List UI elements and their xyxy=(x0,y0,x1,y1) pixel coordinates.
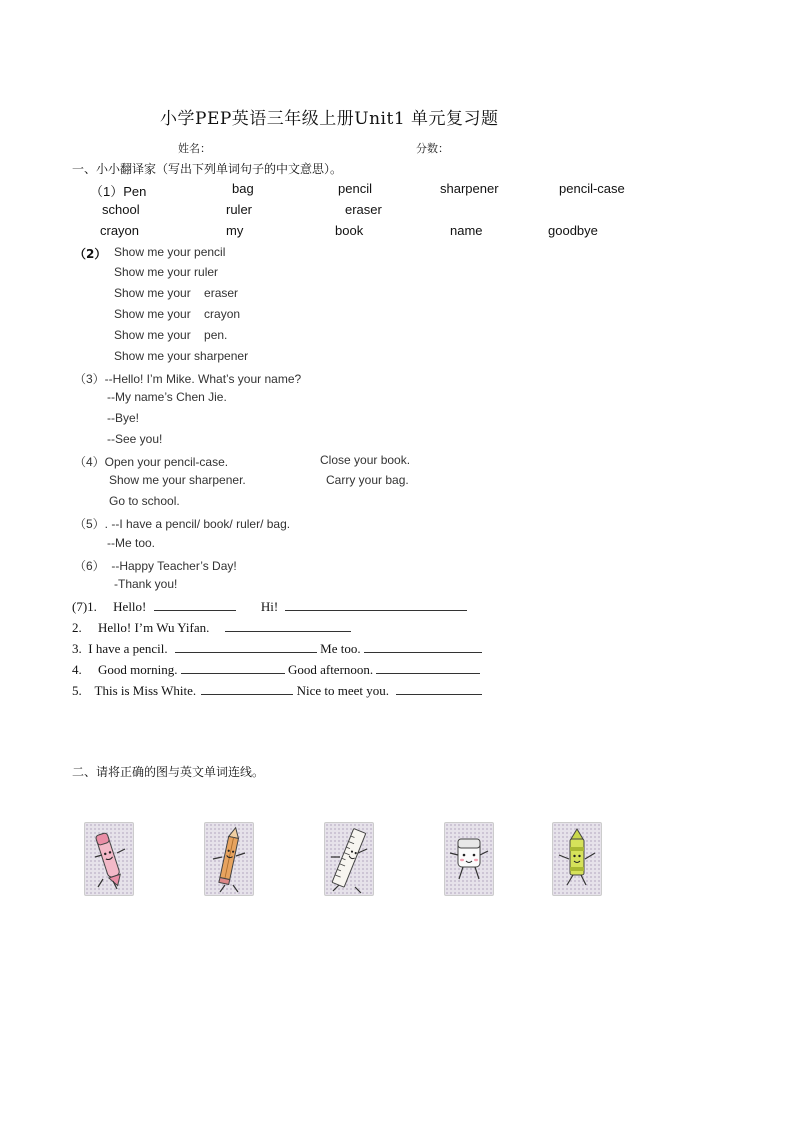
word-school: school xyxy=(102,202,140,217)
part6-line: （6） --Happy Teacher’s Day! xyxy=(74,559,237,573)
part4-line: Go to school. xyxy=(109,494,180,508)
answer-blank[interactable] xyxy=(225,620,351,632)
word-pen: （1）Pen xyxy=(90,184,147,199)
part7-line-1 xyxy=(72,599,467,615)
part7-text: Me too. xyxy=(320,641,361,656)
part5-line: --Me too. xyxy=(107,536,156,550)
part7-line-3 xyxy=(72,641,482,657)
word-pencil-case: pencil-case xyxy=(559,181,625,196)
eraser-picture[interactable] xyxy=(444,822,494,896)
crayon-character-icon xyxy=(553,823,601,895)
ruler-picture[interactable] xyxy=(324,822,374,896)
part7-text: 5. This is Miss White. xyxy=(72,683,197,698)
crayon-picture[interactable] xyxy=(552,822,602,896)
score-label: 分数： xyxy=(416,142,449,155)
answer-blank[interactable] xyxy=(376,662,480,674)
part4-line: Carry your bag. xyxy=(326,473,409,487)
word-goodbye: goodbye xyxy=(548,223,598,238)
part2-sentence: Show me your crayon xyxy=(114,307,241,321)
part2-sentence: Show me your sharpener xyxy=(114,349,249,363)
part7-text: Hi! xyxy=(260,599,279,614)
word-my: my xyxy=(226,223,244,238)
part7-text: 2. Hello! I’m Wu Yifan. xyxy=(72,620,210,635)
part7-line-4 xyxy=(72,662,480,678)
part7-text: 3. I have a pencil. xyxy=(72,641,168,656)
part5-line: （5）. --I have a pencil/ book/ ruler/ bag. xyxy=(74,517,291,531)
page-title: 小学PEP英语三年级上册Unit1 单元复习题 xyxy=(160,109,499,129)
part3-line: （3）--Hello! I’m Mike. What’s your name? xyxy=(74,372,302,386)
part3-line: --See you! xyxy=(107,432,163,446)
name-label: 姓名： xyxy=(178,142,211,155)
part4-line: （4）Open your pencil-case. xyxy=(74,455,229,469)
part2-sentence: Show me your ruler xyxy=(114,265,219,279)
part7-text: Nice to meet you. xyxy=(296,683,390,698)
part7-text: (7)1. Hello! xyxy=(72,599,147,614)
pen-picture[interactable] xyxy=(84,822,134,896)
pen-character-icon xyxy=(85,823,133,895)
answer-blank[interactable] xyxy=(285,599,467,611)
part7-line-2 xyxy=(72,620,351,636)
part6-line: -Thank you! xyxy=(114,577,178,591)
ruler-character-icon xyxy=(325,823,373,895)
part2-sentence: Show me your pencil xyxy=(114,245,226,259)
word-ruler: ruler xyxy=(226,202,253,217)
pencil-picture[interactable] xyxy=(204,822,254,896)
pencil-character-icon xyxy=(205,823,253,895)
section1-heading: 一、小小翻译家（写出下列单词句子的中文意思）。 xyxy=(72,162,343,176)
word-bag: bag xyxy=(232,181,254,196)
answer-blank[interactable] xyxy=(396,683,482,695)
word-eraser: eraser xyxy=(345,202,382,217)
part4-line: Show me your sharpener. xyxy=(109,473,246,487)
answer-blank[interactable] xyxy=(201,683,293,695)
word-sharpener: sharpener xyxy=(440,181,499,196)
answer-blank[interactable] xyxy=(175,641,317,653)
part2-sentence: Show me your pen. xyxy=(114,328,228,342)
answer-blank[interactable] xyxy=(181,662,285,674)
eraser-character-icon xyxy=(445,823,493,895)
answer-blank[interactable] xyxy=(364,641,482,653)
part4-line: Close your book. xyxy=(320,453,411,467)
part7-text: 4. Good morning. xyxy=(72,662,178,677)
part3-line: --Bye! xyxy=(107,411,140,425)
word-book: book xyxy=(335,223,364,238)
word-pencil: pencil xyxy=(338,181,372,196)
part3-line: --My name’s Chen Jie. xyxy=(107,390,227,404)
word-name: name xyxy=(450,223,483,238)
word-crayon: crayon xyxy=(100,223,140,238)
part2-sentence: Show me your eraser xyxy=(114,286,239,300)
part7-text: Good afternoon. xyxy=(287,662,374,677)
section2-heading: 二、请将正确的图与英文单词连线。 xyxy=(72,765,265,779)
answer-blank[interactable] xyxy=(154,599,236,611)
part2-label: （2） xyxy=(74,247,107,261)
part7-line-5 xyxy=(72,683,482,699)
